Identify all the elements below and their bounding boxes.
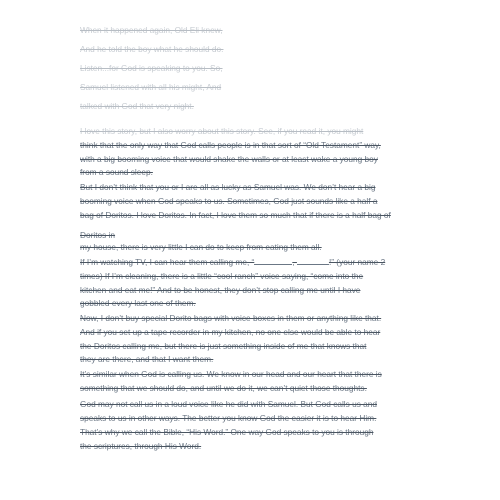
paragraph-5-line: the scriptures, through His Word. bbox=[80, 441, 202, 451]
paragraph-3-line: gobbled every last one of them. bbox=[80, 298, 196, 308]
paragraph-1-line: think that the only way that God calls people is in that sort of “Old Testament” way, bbox=[80, 140, 381, 150]
paragraph-2-line: But I don’t think that you or I are all as lucky as Samuel was. We don’t hear a big bbox=[80, 182, 376, 192]
paragraph-5-line: something that we should do, and until we do it, we can’t quiet those thoughts. bbox=[80, 383, 367, 393]
paragraph-3-separator: , bbox=[292, 257, 297, 267]
paragraph-3-prefix: If I’m watching TV, I can hear them calling me, “ bbox=[80, 257, 255, 267]
paragraph-2-line: booming voice when God speaks to us. Sometimes, God just sounds like a half a bbox=[80, 196, 378, 206]
paragraph-5-line: God may not call us in a loud voice like he did with Samuel. But God calls us and bbox=[80, 399, 378, 409]
poem-line-2: And he told the boy what he should do. bbox=[80, 44, 224, 54]
paragraph-4-line: they are there, and that I want them. bbox=[80, 354, 214, 364]
paragraph-3-line: kitchen and eat me!” And to be honest, they don’t stop calling me until I have bbox=[80, 285, 361, 295]
name-blank bbox=[254, 257, 292, 265]
poem-line-4: Samuel listened with all his might, And bbox=[80, 82, 222, 92]
paragraph-2-line: Doritos in bbox=[80, 230, 116, 240]
paragraph-1-line: from a sound sleep. bbox=[80, 167, 153, 177]
paragraph-3-suffix: !” (your name 2 bbox=[328, 257, 386, 267]
paragraph-1-line: I love this story, but I also worry about this story. See, if you read it, you might bbox=[80, 126, 364, 136]
poem-line-5: talked with God that very night. bbox=[80, 101, 194, 111]
paragraph-3-line bbox=[80, 257, 385, 268]
paragraph-1-line: with a big booming voice that would shake the walls or at least wake a young boy bbox=[80, 154, 378, 164]
paragraph-3-line: times) If I’m cleaning, there is a little “cool ranch” voice saying, “come into the bbox=[80, 271, 364, 281]
paragraph-4-line: And if you set up a tape recorder in my kitchen, no one else would be able to hear bbox=[80, 327, 381, 337]
paragraph-5-line: It’s similar when God is calling us. We know in our head and our heart that there is bbox=[80, 369, 382, 379]
paragraph-5-line: speaks to us in other ways. The better you know God the easier it is to hear Him. bbox=[80, 413, 377, 423]
paragraph-4-line: the Doritos calling me, but there is just something inside of me that knows that bbox=[80, 341, 367, 351]
paragraph-5-line: That’s why we call the Bible, “His Word.” One way God speaks to you is through bbox=[80, 427, 374, 437]
name-blank bbox=[297, 257, 329, 265]
paragraph-4-line: Now, I don’t buy special Dorito bags with voice boxes in them or anything like that. bbox=[80, 313, 382, 323]
paragraph-2-line: my house, there is very little I can do to keep from eating them all. bbox=[80, 242, 322, 252]
poem-line-1: When it happened again, Old Eli knew, bbox=[80, 25, 223, 35]
poem-line-3: Listen...for God is speaking to you. So, bbox=[80, 63, 223, 73]
paragraph-2-line: bag of Doritos. I love Doritos. In fact, I love them so much that if there is a half bag of bbox=[80, 210, 391, 220]
